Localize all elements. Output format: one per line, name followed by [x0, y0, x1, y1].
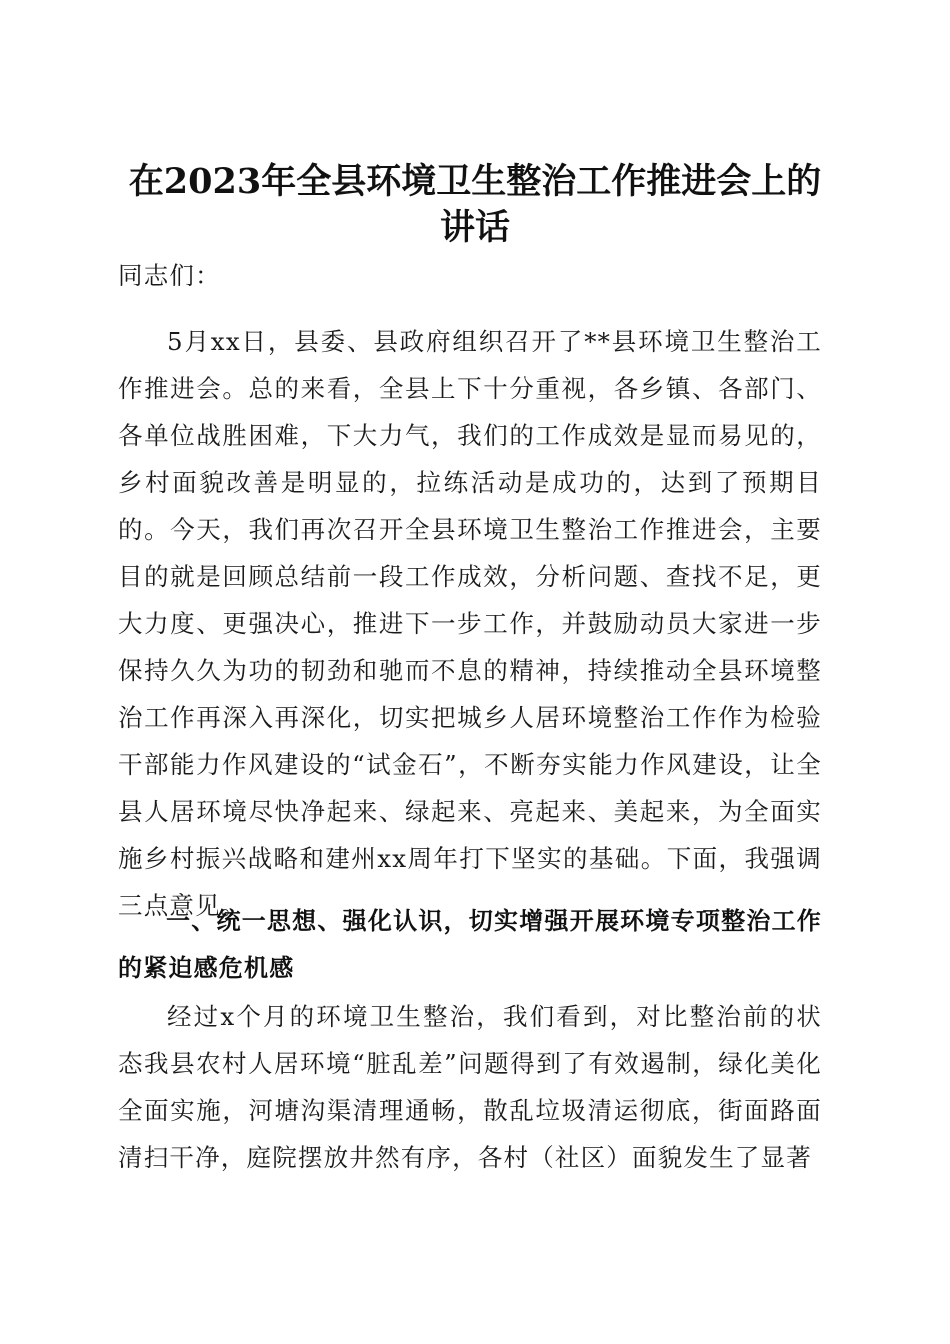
document-title: 在2023年全县环境卫生整治工作推进会上的讲话 — [128, 161, 822, 249]
salutation: 同志们： — [118, 261, 221, 290]
section-heading-1: 一、统一思想、强化认识，切实增强开展环境专项整治工作的紧迫感危机感 — [118, 907, 822, 982]
section-1-paragraph: 经过x个月的环境卫生整治，我们看到，对比整治前的状态我县农村人居环境“脏乱差”问题得到了有效遏制，绿化美化全面实施，河塘沟渠清理通畅，散乱垃圾清运彻底，街面路面清扫干净，庭院摆放井然有序，各村（社区）面貌发生了显著 — [118, 1002, 822, 1172]
opening-paragraph: 5月xx日，县委、县政府组织召开了**县环境卫生整治工作推进会。总的来看，全县上下十分重视，各乡镇、各部门、各单位战胜困难，下大力气，我们的工作成效是显而易见的，乡村面貌改善是明显的，拉练活动是成功的，达到了预期目的。今天，我们再次召开全县环境卫生整治工作推进会，主要目的就是回顾总结前一段工作成效，分析问题、查找不足，更大力度、更强决心，推进下一步工作，并鼓励动员大家进一步保持久久为功的韧劲和驰而不息的精神，持续推动全县环境整治工作再深入再深化，切实把城乡人居环境整治工作作为检验干部能力作风建设的“试金石”，不断夯实能力作风建设，让全县人居环境尽快净起来、绿起来、亮起来、美起来，为全面实施乡村振兴战略和建州xx周年打下坚实的基础。下面，我强调三点意见。 — [118, 327, 822, 920]
